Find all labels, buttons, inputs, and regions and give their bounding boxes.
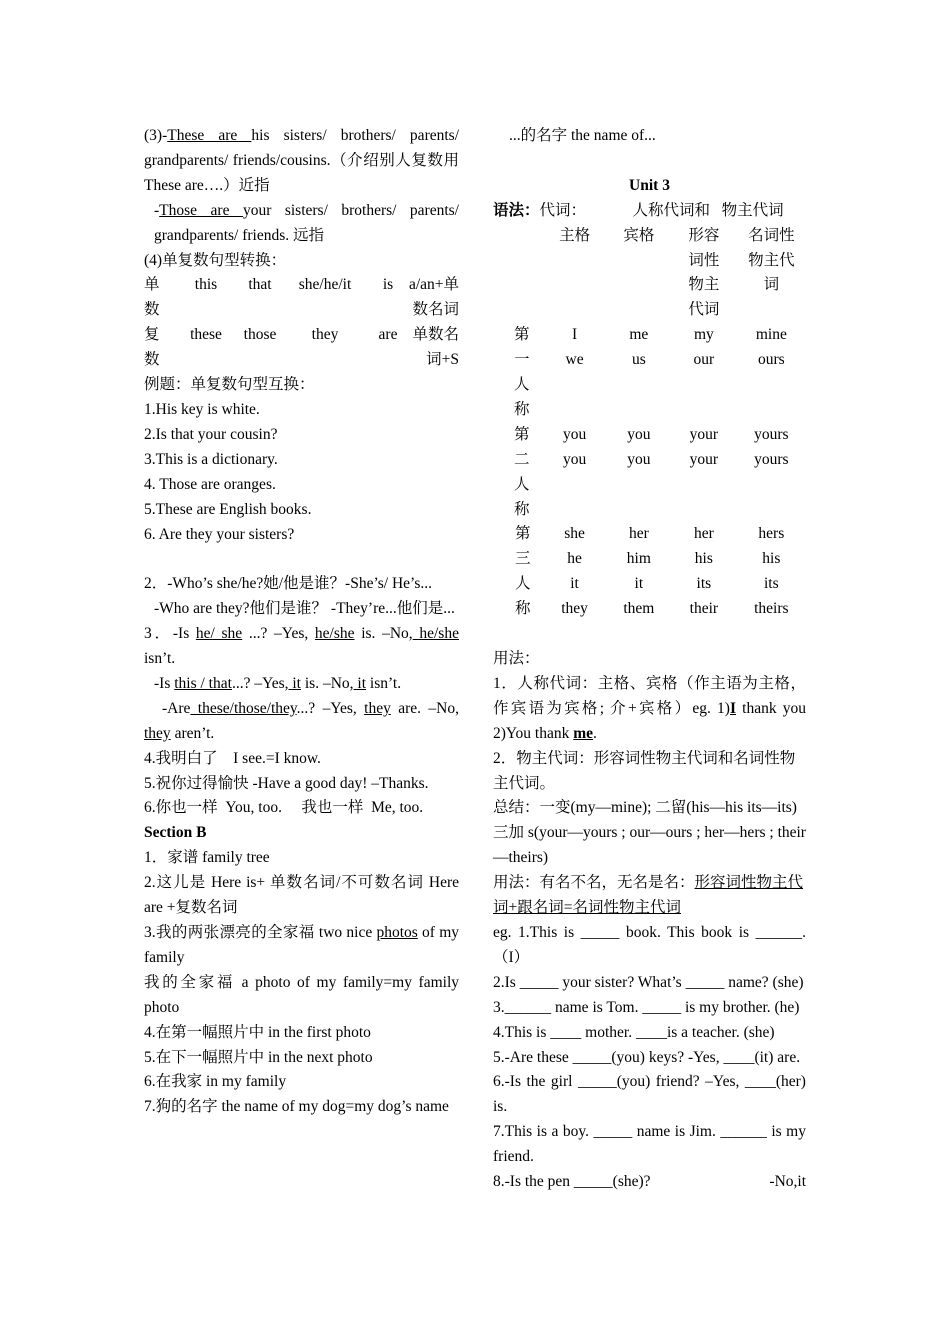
sentence-3c [144,697,459,747]
usage-title: 用法： [493,650,540,667]
cell-line: its [764,575,779,593]
table-cell [671,423,737,523]
text: 2.Is [493,973,520,991]
underlined-text: these/those/they [190,699,297,717]
cell-line: his [694,550,713,568]
sentence-2b: -Who are they?他们是谁？ -They’re...他们是... [154,600,455,618]
example-line: 6. Are they your sisters? [144,525,295,543]
cell-line: my [693,326,714,344]
text: book. This book is [619,923,756,941]
exercise-8 [493,1170,806,1195]
table-row [144,273,459,323]
text: ...? –Yes, [242,625,315,643]
underlined-text: they [364,699,391,717]
section-b-item: 4.在第一幅照片中 in the first photo [144,1023,371,1041]
table-cell [671,522,737,622]
table-cell: 单数名词+S [412,326,459,369]
table-cell [671,323,737,423]
cell-line: me [629,326,649,344]
text: 4.This is [493,1023,551,1041]
section-b-item: 2.这儿是 Here is+ 单数名词/不可数名词 Here are +复数名词 [144,874,459,917]
usage-2: 2．物主代词：形容词性物主代词和名词性物主代词。 [493,749,796,792]
row-label: 第一人称 [514,326,530,418]
table-cell [607,323,671,423]
cell-line: them [623,600,655,618]
underlined-text: it [288,674,301,692]
spacer [493,622,806,647]
cell-line: he [567,550,582,568]
table-cell: these [190,326,222,344]
example-line: 2.Is that your cousin? [144,425,278,443]
section-b-heading: Section B [144,824,207,842]
pattern-3-these [144,124,459,199]
column-header: 主格 [559,226,591,244]
right-column [493,124,818,1195]
text: -Is [154,674,175,692]
table-cell [607,423,671,523]
text: 6.-Is the girl [493,1073,578,1091]
underlined-text: me [573,724,594,742]
section-b-item: 5.在下一幅照片中 in the next photo [144,1048,373,1066]
example-line: 3.This is a dictionary. [144,450,278,468]
pattern-4-title: (4)单复数句型转换： [144,251,287,269]
text: (3)- [144,127,168,144]
text: (her) is. [493,1073,806,1116]
underlined-text: he/she [314,625,355,643]
cell-line: its [696,575,712,593]
cell-line: their [689,600,719,618]
table-cell [503,224,543,324]
exercise-5 [493,1046,806,1071]
table-cell [543,323,607,423]
table-cell: 复数 [144,326,160,369]
sentence-3b [144,672,459,697]
text: isn’t. [366,674,402,692]
text: 代词： 人称代词和 物主代词 [539,201,784,219]
text: your sister? What’s [558,973,686,991]
text: 3．-Is [144,625,196,643]
text: isn’t. [144,650,176,668]
text: (she)? [612,1173,651,1191]
blank: _____ [642,998,682,1016]
blank: ______ [504,998,552,1016]
blank: _____ [572,1048,612,1066]
text: - [154,201,160,219]
blank: _____ [685,973,725,991]
sentence-5: 5.祝你过得愉快 -Have a good day! –Thanks. [144,774,429,792]
section-b-item: 我的全家福 a photo of my family=my family photo [144,973,459,1016]
text: is. –No, [301,674,354,692]
section-b-item [144,921,459,971]
table-cell [543,423,607,523]
table-cell: a/an+单数名词 [408,276,459,319]
table-cell: are [378,326,398,344]
name-of-line: ...的名字 the name of... [509,127,656,144]
cell-line: I [571,326,578,344]
text: 8.-Is the pen [493,1173,574,1191]
cell-line: you [562,450,587,468]
text: name? (she) [724,973,804,991]
cell-line: they [561,600,588,618]
exercise-4 [493,1021,806,1046]
cell-line: us [631,351,646,369]
table-row [503,522,806,622]
sentence-2a: 2．-Who’s she/he?她/他是谁？-She’s/ He’s... [144,575,433,593]
text: eg. 1.This is [493,923,581,941]
text: is a teacher. (she) [666,1023,775,1041]
text: 1．人称代词：主格、宾格（作主语为主格，作宾语为宾格; 介+宾格）eg. 1) [493,674,806,717]
left-column [144,124,459,1120]
underlined-text: photos [376,923,418,941]
table-row [144,323,459,373]
exercise-7 [493,1120,806,1170]
text: .（I） [493,923,806,966]
text: . [593,724,597,742]
sentence-4: 4.我明白了 I see.=I know. [144,749,321,767]
table-header-row [503,224,806,324]
column-header: 宾格 [623,226,655,244]
cell-line: you [627,450,651,468]
underlined-text: 形容词性物主代词+跟名词=名词性物主代词 [493,874,804,917]
table-cell [737,522,806,622]
text: ...? –Yes, [231,674,289,692]
blank: ______ [720,1123,767,1141]
blank: _____ [580,923,620,941]
usage-rule [493,871,806,921]
underlined-text: he/she [412,625,459,643]
cell-line: yours [754,425,789,443]
exercise-2 [493,971,806,996]
table-cell [607,522,671,622]
blank: ____ [723,1048,755,1066]
section-b-item: 6.在我家 in my family [144,1073,287,1091]
exercise-3 [493,996,806,1021]
blank: _____ [593,1123,633,1141]
text: 用法：有名不名，无名是名： [493,874,695,892]
text: -No,it [769,1173,806,1191]
cell-line: she [564,525,585,543]
examples-title: 例题：单复数句型互换： [144,376,315,394]
blank: ______ [755,923,803,941]
text: name is Tom. [551,998,643,1016]
text: -Are [162,699,191,717]
text: are. –No, [390,699,460,717]
blank: _____ [577,1073,617,1091]
text [493,1170,651,1195]
example-line: 5.These are English books. [144,500,312,518]
text: (you) keys? -Yes, [611,1048,724,1066]
cell-line: his [762,550,781,568]
row-label: 第二人称 [514,425,530,518]
table-cell [737,323,806,423]
example-line: 4. Those are oranges. [144,475,276,493]
underlined-text: These are [167,127,252,144]
table-cell [543,522,607,622]
blank: ____ [550,1023,582,1041]
underlined-text: I [729,699,736,717]
exercise-1 [493,921,806,971]
underlined-text: they [144,724,171,742]
cell-line: you [562,425,587,443]
pronoun-table [503,224,806,623]
usage-1 [493,672,818,747]
text: thank you 2)You thank [493,699,818,742]
text: mother. [581,1023,636,1041]
table-cell: is [382,276,394,294]
text: 7.This is a boy. [493,1123,594,1141]
text: 3.我的两张漂亮的全家福 two nice [144,923,377,941]
spacer [144,547,459,572]
underlined-text: it [353,674,367,692]
section-b-item: 7.狗的名字 the name of my dog=my dog’s name [144,1098,449,1116]
underlined-text: he/ she [195,625,243,643]
singular-plural-table [144,273,459,373]
text: is my friend. [493,1123,806,1166]
cell-line: yours [754,450,789,468]
pattern-3-those [144,199,459,249]
table-cell [737,423,806,523]
underlined-text: this / that [174,674,232,692]
cell-line: mine [755,326,787,344]
text: is. –No, [354,625,413,643]
cell-line: it [634,575,644,593]
row-label: 第三人称 [515,525,531,618]
table-cell: they [311,326,339,344]
exercise-6 [493,1070,806,1120]
cell-line: our [693,351,715,369]
text: of my family [144,923,459,966]
blank: ____ [744,1073,776,1091]
example-line: 1.His key is white. [144,400,260,418]
cell-line: we [565,351,584,369]
cell-line: your [689,425,719,443]
table-cell: 单数 [144,276,160,319]
cell-line: hers [758,525,785,543]
text: is my brother. (he) [681,998,800,1016]
cell-line: it [570,575,579,593]
column-header: 形容词性物主代词 [688,226,720,319]
text: 3. [493,998,505,1016]
sentence-3a [144,622,459,672]
text: his sisters/ brothers/ parents/ grandparents/ friends/cousins.（介绍别人复数用 These are….）近指 [144,127,459,194]
blank: ____ [635,1023,667,1041]
blank: _____ [573,1173,613,1191]
text: name is Jim. [632,1123,721,1141]
text: 语法： [493,201,540,219]
spacer [493,149,806,174]
text: your sisters/ brothers/ parents/ grandparents/ friends. 远指 [154,201,459,244]
text: aren’t. [170,724,215,742]
text: (you) friend? –Yes, [616,1073,745,1091]
table-cell: those [243,326,277,344]
cell-line: him [626,550,651,568]
cell-line: your [689,450,719,468]
table-cell: this [194,276,218,294]
unit-heading: Unit 3 [629,176,670,194]
sentence-6: 6.你也一样 You, too. 我也一样 Me, too. [144,799,424,817]
underlined-text: Those are [159,201,243,219]
cell-line: her [693,525,714,543]
cell-line: her [628,525,649,543]
cell-line: ours [757,351,785,369]
section-b-item: 1．家谱 family tree [144,849,270,867]
blank: _____ [519,973,559,991]
table-row [503,323,806,423]
text: ...? –Yes, [296,699,365,717]
table-row [503,423,806,523]
summary: 总结：一变(my—mine); 二留(his—his its—its) [493,799,797,817]
cell-line: theirs [754,600,789,618]
summary-plus-s: 三加 s(your—yours ; our—ours ; her—hers ; their—theirs) [493,824,806,867]
grammar-intro [493,199,806,224]
column-header: 名词性物主代词 [748,226,795,294]
table-cell: that [248,276,272,294]
cell-line: you [627,425,651,443]
text: (it) are. [754,1048,801,1066]
text: 5.-Are these [493,1048,573,1066]
table-cell: she/he/it [298,276,352,294]
